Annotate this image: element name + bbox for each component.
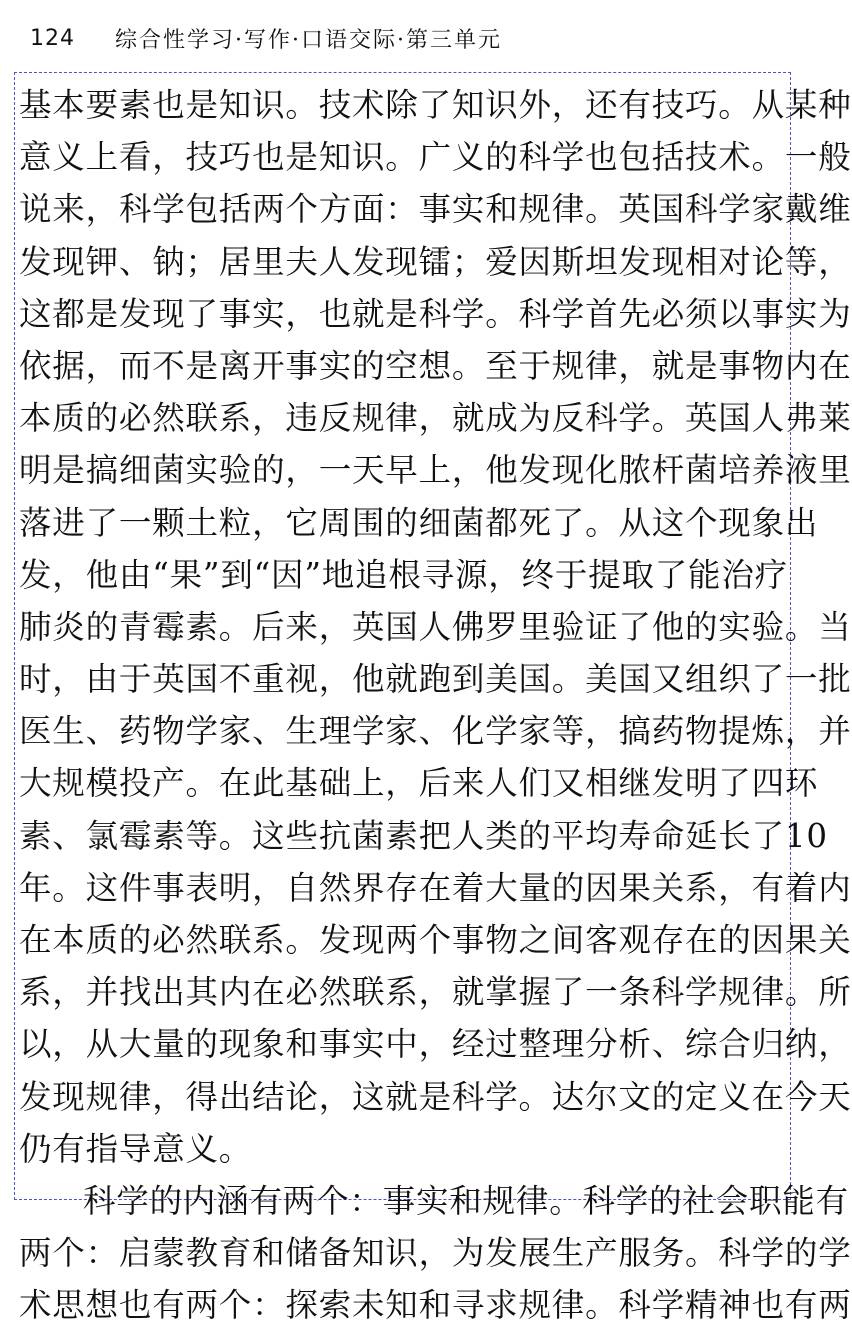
page-number: 124 [30,25,75,51]
text-line: 说来，科学包括两个方面：事实和规律。英国科学家戴维 [19,190,852,229]
text-line: 肺炎的青霉素。后来，英国人佛罗里验证了他的实验。当 [19,607,852,646]
text-line: 本质的必然联系，违反规律，就成为反科学。英国人弗莱 [19,399,852,438]
text-line: 明是搞细菌实验的，一天早上，他发现化脓杆菌培养液里 [19,451,852,490]
text-line: 依据，而不是离开事实的空想。至于规律，就是事物内在 [19,346,852,385]
text-line: 素、氯霉素等。这些抗菌素把人类的平均寿命延长了10 [19,816,828,855]
page-header [30,20,502,56]
text-line: 发现规律，得出结论，这就是科学。达尔文的定义在今天 [19,1077,852,1116]
running-header-title: 综合性学习·写作·口语交际·第三单元 [115,27,502,53]
text-frame [14,72,852,1325]
paragraph-start-line: 科学的内涵有两个：事实和规律。科学的社会职能有 [83,1181,849,1220]
body-text [19,79,852,1332]
text-line: 术思想也有两个：探索未知和寻求规律。科学精神也有两 [19,1286,852,1325]
text-line: 意义上看，技巧也是知识。广义的科学也包括技术。一般 [19,138,852,177]
text-line: 发现钾、钠；居里夫人发现镭；爱因斯坦发现相对论等， [19,242,852,281]
text-line: 仍有指导意义。 [19,1129,253,1168]
text-line: 年。这件事表明，自然界存在着大量的因果关系，有着内 [19,868,852,907]
text-line: 落进了一颗土粒，它周围的细菌都死了。从这个现象出 [19,503,819,542]
text-line: 大规模投产。在此基础上，后来人们又相继发明了四环 [19,764,819,803]
text-line: 两个：启蒙教育和储备知识，为发展生产服务。科学的学 [19,1234,852,1273]
text-line: 发，他由“果”到“因”地追根寻源，终于提取了能治疗 [19,555,788,594]
text-line: 基本要素也是知识。技术除了知识外，还有技巧。从某种 [19,86,852,124]
text-line: 在本质的必然联系。发现两个事物之间客观存在的因果关 [19,921,852,959]
text-line: 以，从大量的现象和事实中，经过整理分析、综合归纳， [19,1025,852,1064]
text-line: 这都是发现了事实，也就是科学。科学首先必须以事实为 [19,294,852,333]
text-line: 时，由于英国不重视，他就跑到美国。美国又组织了一批 [19,660,852,699]
text-line: 系，并找出其内在必然联系，就掌握了一条科学规律。所 [19,973,852,1012]
text-line: 医生、药物学家、生理学家、化学家等，搞药物提炼，并 [19,712,852,751]
